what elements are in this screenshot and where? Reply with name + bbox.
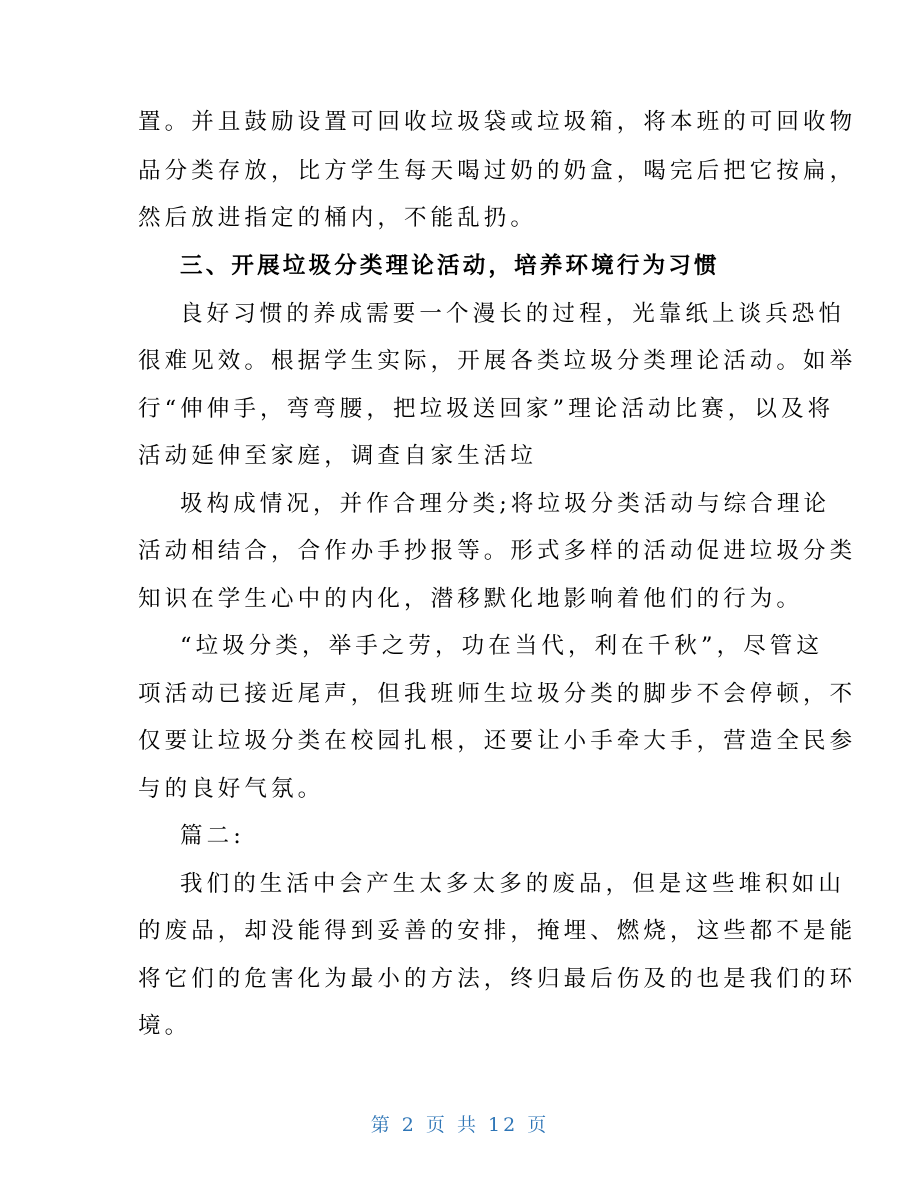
paragraph-6-line-4: 境。 (138, 1013, 192, 1039)
paragraph-1-line-2: 品分类存放，比方学生每天喝过奶的奶盒，喝完后把它按扁， (138, 158, 857, 184)
paragraph-2-line-1: 良好习惯的养成需要一个漫长的过程，光靠纸上谈兵恐怕 (180, 301, 846, 327)
paragraph-6-line-2: 的废品，却没能得到妥善的安排，掩埋、燃烧，这些都不是能 (138, 918, 857, 944)
paragraph-5-line-1: 篇二: (180, 823, 245, 849)
footer-total-pages: 12 (488, 1114, 519, 1136)
paragraph-2-line-3: 行“伸伸手，弯弯腰，把垃圾送回家”理论活动比赛，以及将 (138, 396, 835, 422)
paragraph-2-line-2: 很难见效。根据学生实际，开展各类垃圾分类理论活动。如举 (138, 348, 857, 374)
footer-middle: 页 共 (425, 1114, 479, 1136)
paragraph-1-line-1: 置。并且鼓励设置可回收垃圾袋或垃圾箱，将本班的可回收物 (138, 109, 857, 135)
paragraph-4-line-1: “垃圾分类，举手之劳，功在当代，利在千秋”，尽管这 (180, 633, 824, 659)
paragraph-4-line-2: 项活动已接近尾声，但我班师生垃圾分类的脚步不会停顿，不 (138, 681, 857, 707)
paragraph-3-line-1: 圾构成情况，并作合理分类;将垃圾分类活动与综合理论 (180, 491, 831, 517)
page-footer (0, 1110, 920, 1140)
paragraph-1-line-3: 然后放进指定的桶内，不能乱扔。 (138, 205, 538, 231)
paragraph-6-line-3: 将它们的危害化为最小的方法，终归最后伤及的也是我们的环 (138, 966, 857, 992)
section-heading: 三、开展垃圾分类理论活动，培养环境行为习惯 (180, 253, 720, 279)
paragraph-4-line-4: 与的良好气氛。 (138, 776, 325, 802)
footer-prefix: 第 (370, 1114, 393, 1136)
footer-suffix: 页 (527, 1114, 550, 1136)
paragraph-4-line-3: 仅要让垃圾分类在校园扎根，还要让小手牵大手，营造全民参 (138, 728, 857, 754)
paragraph-3-line-3: 知识在学生心中的内化，潜移默化地影响着他们的行为。 (138, 586, 804, 612)
paragraph-3-line-2: 活动相结合，合作办手抄报等。形式多样的活动促进垃圾分类 (138, 538, 857, 564)
paragraph-6-line-1: 我们的生活中会产生太多太多的废品，但是这些堆积如山 (180, 871, 846, 897)
footer-current-page: 2 (401, 1114, 417, 1136)
paragraph-2-line-4: 活动延伸至家庭，调查自家生活垃 (138, 443, 538, 469)
